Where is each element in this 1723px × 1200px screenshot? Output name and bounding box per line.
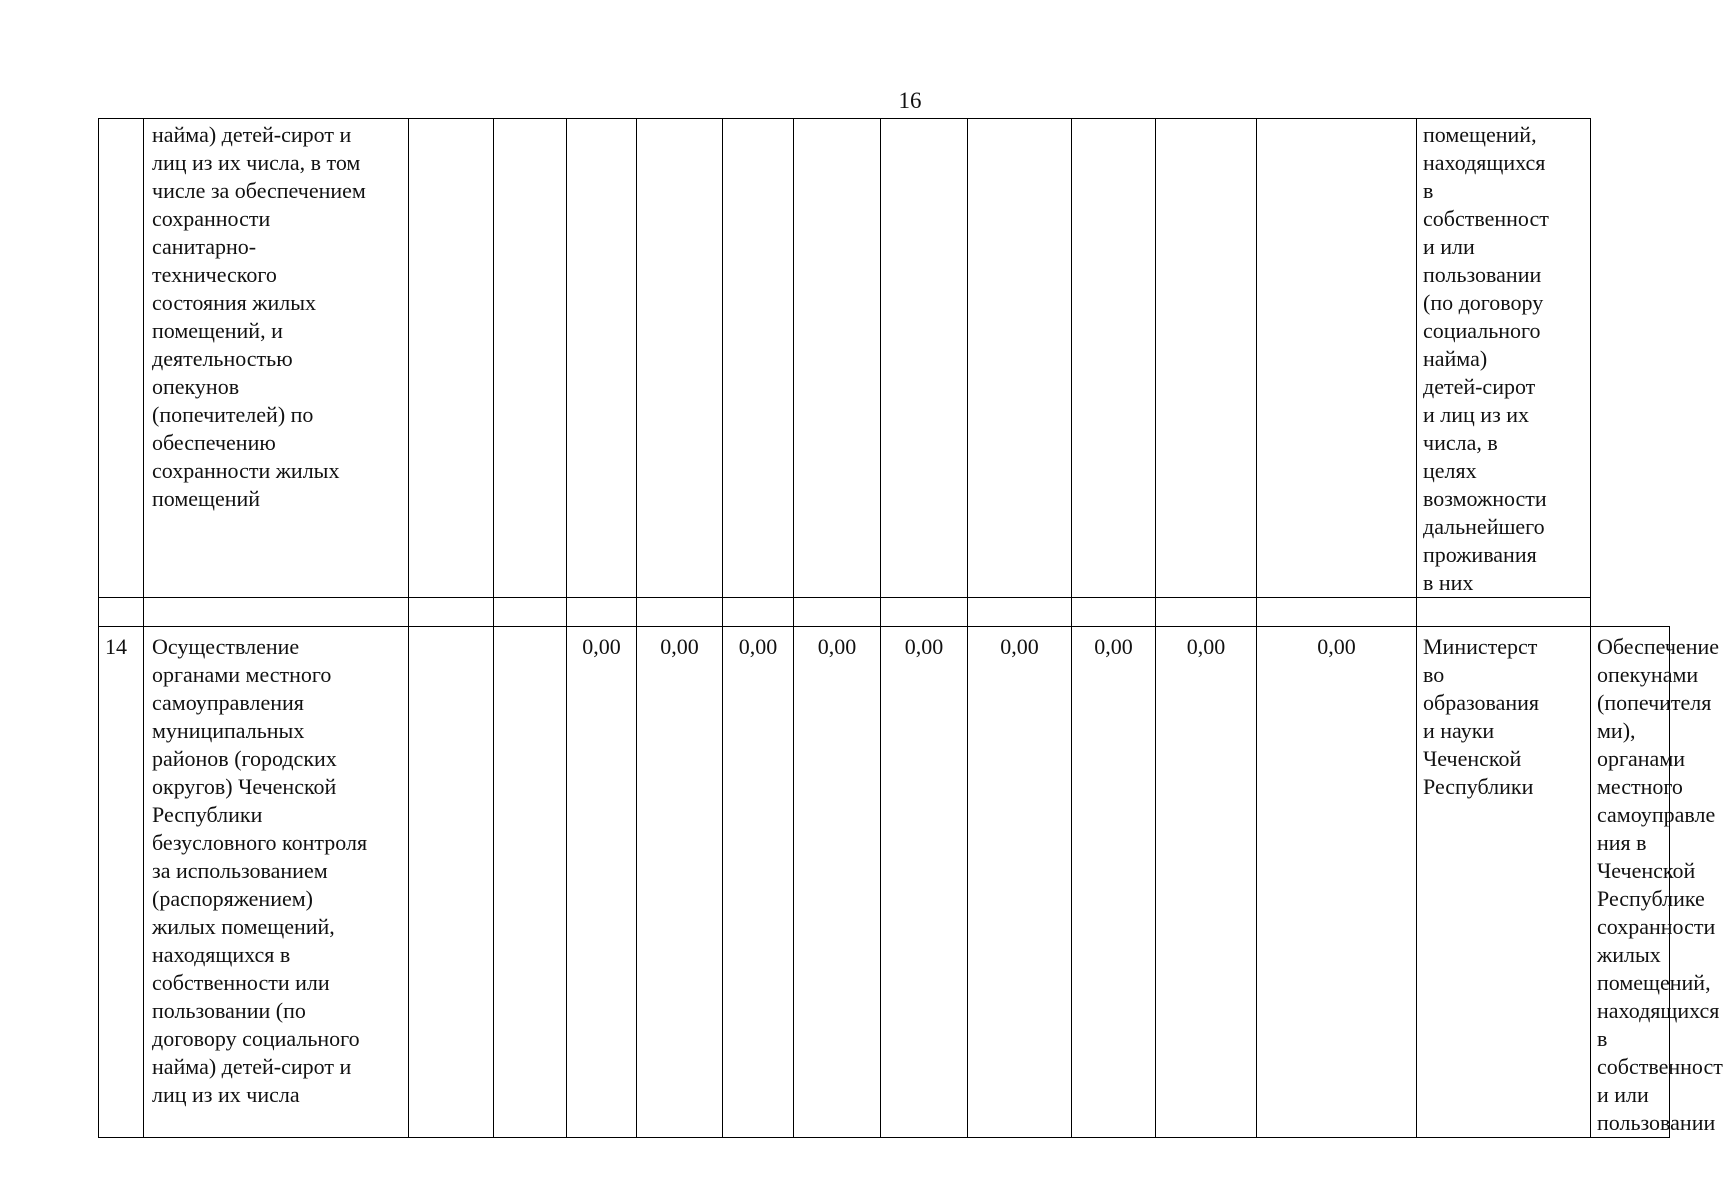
cell-value <box>567 627 637 1138</box>
program-table <box>98 118 1723 1138</box>
cell-number <box>99 627 144 1138</box>
table-row-continuation <box>99 119 1670 598</box>
cell-empty <box>409 119 494 598</box>
cell-empty <box>1156 119 1257 598</box>
cell-number <box>99 119 144 598</box>
value-text: 0,00 <box>1094 634 1133 659</box>
page-number: 16 <box>898 88 922 113</box>
value-text: 0,00 <box>660 634 699 659</box>
cell-value <box>968 627 1072 1138</box>
cell-value <box>723 627 794 1138</box>
table-row-spacer <box>99 598 1670 627</box>
row-number: 14 <box>105 634 127 659</box>
executor-text: Министерст во образования и науки Чеченской Республики <box>1423 634 1540 799</box>
table-row-14 <box>99 627 1670 1138</box>
cell-empty <box>723 119 794 598</box>
cell-executor <box>1257 119 1417 598</box>
cell-empty <box>494 119 567 598</box>
value-text: 0,00 <box>817 634 857 659</box>
cell-empty <box>968 119 1072 598</box>
cell-description <box>144 627 409 1138</box>
cell-empty <box>794 119 881 598</box>
value-text: 0,00 <box>904 634 944 659</box>
value-text: 0,00 <box>738 634 778 659</box>
cell-value <box>1156 627 1257 1138</box>
cell-value <box>794 627 881 1138</box>
value-text: 0,00 <box>1000 634 1039 659</box>
cell-empty <box>637 119 723 598</box>
cell-value <box>1072 627 1156 1138</box>
cell-empty <box>409 627 494 1138</box>
description-text: Осуществление органами местного самоуправления муниципальных районов (городских округов) Чеченской Республики безусловного контроля за использованием (распоряжением) жилых помещений, находящихся в собственности или пользовании (по договору социального найма) детей-сирот и лиц из их числа <box>152 634 368 1107</box>
value-text: 0,00 <box>1186 634 1226 659</box>
cell-value <box>1257 627 1417 1138</box>
cell-value <box>637 627 723 1138</box>
result-text: помещений, находящихся в собственност и или пользовании (по договору социального найма) детей-сирот и лиц из их числа, в целях возможности дальнейшего проживания в них <box>1423 122 1549 595</box>
value-text: 0,00 <box>1317 634 1356 659</box>
cell-empty <box>567 119 637 598</box>
cell-empty <box>881 119 968 598</box>
cell-empty <box>494 627 567 1138</box>
result-text: Обеспечение опекунами (попечителя ми), органами местного самоуправле ния в Чеченской Республике сохранности жилых помещений, находящихся в собственност и или пользовании <box>1597 634 1723 1135</box>
cell-executor <box>1417 627 1591 1138</box>
cell-result <box>1417 119 1591 598</box>
cell-value <box>881 627 968 1138</box>
value-text: 0,00 <box>582 634 621 659</box>
description-text: найма) детей-сирот и лиц из их числа, в том числе за обеспечением сохранности санитарно- технического состояния жилых помещений, и деятельностью опекунов (попечителей) по обеспечению сохранности жилых помещений <box>152 122 366 511</box>
cell-description <box>144 119 409 598</box>
cell-result <box>1591 627 1723 1138</box>
cell-empty <box>1072 119 1156 598</box>
